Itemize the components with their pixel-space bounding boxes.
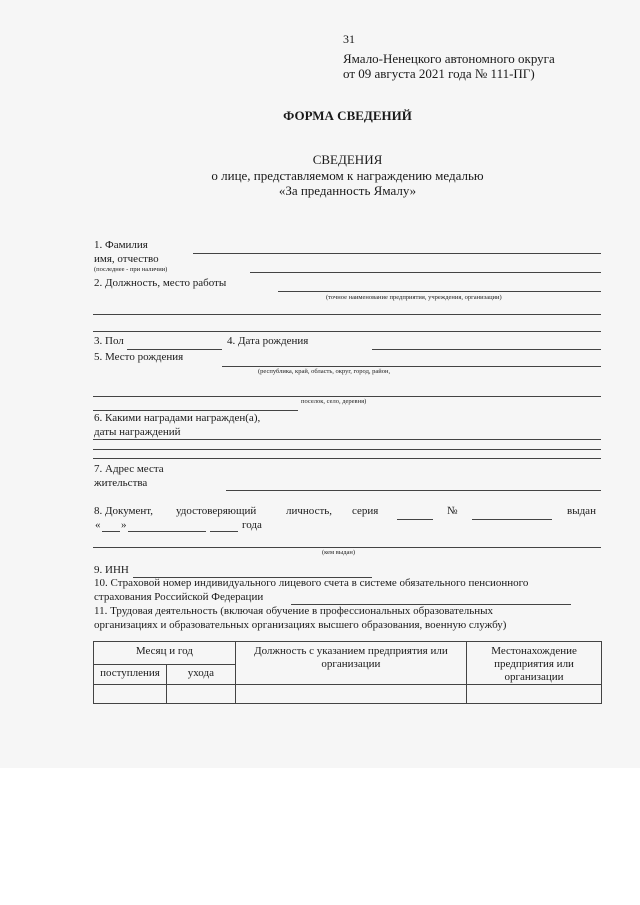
- field-5-line-a: [222, 366, 601, 367]
- field-8-series: серия: [352, 505, 379, 517]
- field-6-line-b: [93, 449, 601, 450]
- field-3-line: [127, 349, 222, 350]
- field-6-line-a: [93, 439, 601, 440]
- table-row: [94, 685, 602, 704]
- field-8-issuer-line: [93, 547, 601, 548]
- field-8-series-line: [397, 519, 433, 520]
- col-header-month-year: Месяц и год: [94, 642, 236, 665]
- field-6-label-b: даты награждений: [94, 426, 181, 438]
- field-8-issued: выдан: [567, 505, 596, 517]
- header-line-2: от 09 августа 2021 года № 111-ПГ): [343, 66, 535, 81]
- table-cell: [235, 685, 466, 704]
- field-8-year-line: [210, 531, 238, 532]
- field-8-date-close: »: [121, 519, 127, 531]
- field-1-hint: (последнее - при наличии): [94, 266, 168, 273]
- col-header-location: Местонахождение предприятия или организации: [467, 642, 602, 685]
- field-5-label: 5. Место рождения: [94, 351, 184, 363]
- field-7-label-a: 7. Адрес места: [94, 463, 164, 475]
- field-1-line-a: [193, 253, 601, 254]
- field-2-line-b: [93, 314, 601, 315]
- title-main: СВЕДЕНИЯ: [312, 152, 383, 167]
- field-8-hint: (кем выдан): [322, 549, 356, 556]
- page-number: 31: [343, 32, 355, 46]
- field-9-label: 9. ИНН: [94, 564, 129, 576]
- field-2-hint: (точное наименование предприятия, учреждения, организации): [326, 294, 502, 301]
- table-cell: [467, 685, 602, 704]
- field-6-line-c: [93, 458, 601, 459]
- field-5-line-b: [93, 396, 601, 397]
- field-8-identity: личность,: [286, 505, 333, 517]
- form-heading: ФОРМА СВЕДЕНИЙ: [283, 108, 412, 123]
- field-5-hint-2: поселок, село, деревня): [301, 398, 367, 405]
- field-2-line-a: [278, 291, 601, 292]
- col-header-leave: ухода: [166, 664, 235, 684]
- field-1-line-b: [250, 272, 601, 273]
- field-6-label-a: 6. Какими наградами награжден(а),: [94, 412, 261, 424]
- field-3-label: 3. Пол: [94, 335, 124, 347]
- work-history-table: [93, 641, 602, 704]
- col-header-entry: поступления: [94, 664, 167, 684]
- field-5-hint-1: (республика, край, область, округ, город, район,: [258, 368, 391, 375]
- field-7-label-b: жительства: [94, 477, 148, 489]
- title-sub-1: о лице, представляемом к награждению медалью: [211, 168, 484, 183]
- field-8-year: года: [242, 519, 262, 531]
- field-10-line-1: 10. Страховой номер индивидуального лицевого счета в системе обязательного пенсионного: [94, 577, 529, 589]
- field-8-day-line: [102, 531, 120, 532]
- field-8-document: 8. Документ,: [94, 505, 154, 517]
- table-cell: [166, 685, 235, 704]
- field-2-line-c: [93, 331, 601, 332]
- field-1-label-b: имя, отчество: [94, 253, 159, 265]
- title-sub-2: «За преданность Ямалу»: [278, 183, 417, 198]
- field-11-line-1: 11. Трудовая деятельность (включая обучение в профессиональных образовательных: [94, 605, 493, 617]
- field-11-line-2: организациях и образовательных организациях высшего образования, военную службу): [94, 619, 507, 631]
- field-8-number-line: [472, 519, 552, 520]
- field-8-certifying: удостоверяющий: [176, 505, 257, 517]
- field-8-number-sign: №: [447, 505, 458, 517]
- field-4-line: [372, 349, 601, 350]
- header-line-1: Ямало-Ненецкого автономного округа: [343, 51, 555, 66]
- field-6-line-top: [93, 410, 298, 411]
- field-1-label-a: 1. Фамилия: [94, 239, 148, 251]
- field-4-label: 4. Дата рождения: [227, 335, 309, 347]
- table-cell: [94, 685, 167, 704]
- field-7-line: [226, 490, 601, 491]
- field-2-label: 2. Должность, место работы: [94, 277, 227, 289]
- field-8-date-open: «: [95, 519, 101, 531]
- field-10-line-2: страхования Российской Федерации: [94, 591, 264, 603]
- field-8-month-line: [128, 531, 206, 532]
- col-header-position: Должность с указанием предприятия или организации: [235, 642, 466, 685]
